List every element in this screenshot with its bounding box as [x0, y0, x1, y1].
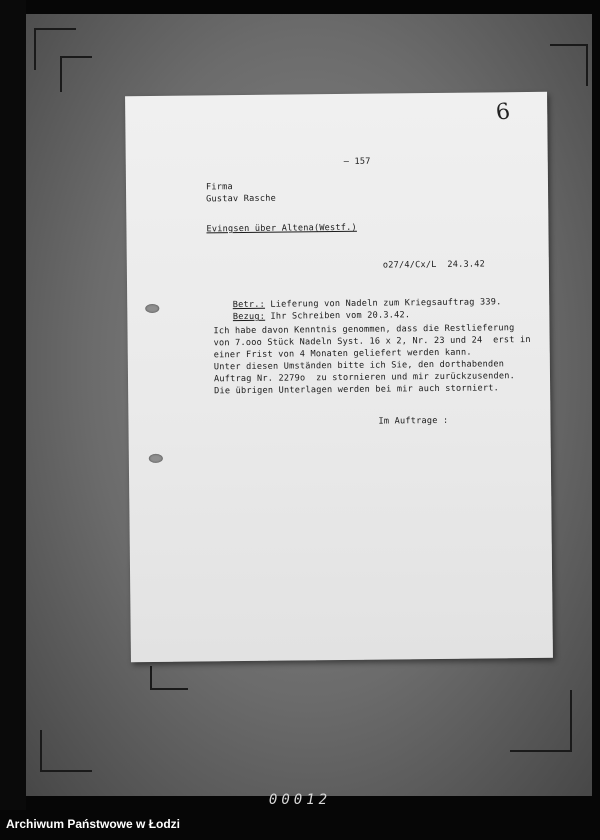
reference-date: o27/4/Cx/L 24.3.42	[382, 259, 485, 271]
body-line: Unter diesen Umständen bitte ich Sie, den dorthabenden	[213, 359, 505, 373]
recipient-firm-label: Firma	[205, 182, 233, 193]
frame-number: 00012	[268, 792, 332, 808]
recipient-name: Gustav Rasche	[206, 193, 277, 205]
closing: Im Auftrage :	[378, 415, 449, 427]
punch-hole	[149, 454, 163, 463]
recipient-place: Evingsen über Altena(Westf.)	[206, 222, 357, 235]
reference-label: Bezug:	[232, 311, 266, 323]
subject-label: Betr.:	[232, 299, 266, 311]
handwritten-page-number: 6	[494, 99, 512, 126]
registration-mark	[150, 666, 188, 690]
punch-hole	[145, 304, 159, 313]
reference-text: Ihr Schreiben vom 20.3.42.	[265, 310, 411, 322]
body-line: Ich habe davon Kenntnis genommen, dass die Restlieferung	[213, 323, 515, 337]
body-line: Die übrigen Unterlagen werden bei mir auch storniert.	[214, 383, 500, 397]
body-line: einer Frist von 4 Monaten geliefert werden kann.	[213, 347, 472, 361]
body-line: von 7.ooo Stück Nadeln Syst. 16 x 2, Nr. 23 und 24 erst in	[213, 334, 531, 349]
page-reference: — 157	[343, 156, 371, 167]
letter-page	[125, 92, 553, 662]
film-edge	[0, 0, 26, 810]
body-line: Auftrag Nr. 2279o zu stornieren und mir zurückzusenden.	[213, 371, 515, 385]
archive-name: Archiwum Państwowe w Łodzi	[6, 817, 181, 831]
registration-mark	[550, 44, 588, 86]
registration-mark	[40, 730, 92, 772]
registration-mark	[510, 690, 572, 752]
subject-text: Lieferung von Nadeln zum Kriegsauftrag 339.	[264, 297, 502, 310]
registration-mark	[60, 56, 92, 92]
